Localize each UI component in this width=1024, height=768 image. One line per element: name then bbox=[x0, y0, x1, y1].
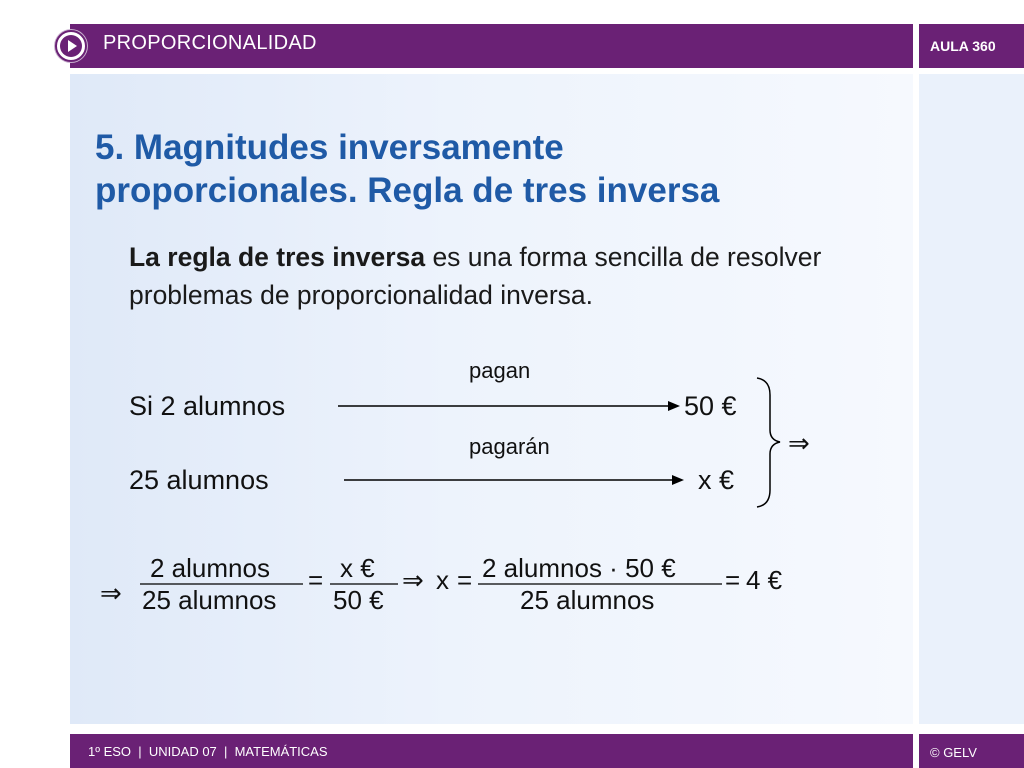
arrow-row2 bbox=[344, 475, 684, 485]
row2-right: x € bbox=[698, 465, 735, 495]
arrow-row1 bbox=[338, 401, 680, 411]
intro-text: es una forma sencilla de resolver problemas de proporcionalidad inversa. bbox=[129, 242, 822, 310]
rhs-numerator: 2 alumnos · 50 € bbox=[482, 553, 676, 583]
row1-right: 50 € bbox=[684, 391, 737, 421]
right-brace bbox=[757, 378, 780, 507]
verb-pagaran: pagarán bbox=[469, 434, 550, 459]
footer-text: 1º ESO | UNIDAD 07 | MATEMÁTICAS bbox=[88, 744, 328, 759]
copyright: © GELV bbox=[930, 745, 977, 760]
row2-left: 25 alumnos bbox=[129, 465, 269, 495]
lhs-denominator: 25 alumnos bbox=[142, 585, 277, 615]
rhs-denominator: 25 alumnos bbox=[520, 585, 655, 615]
section-title: PROPORCIONALIDAD bbox=[103, 32, 317, 54]
slide-title-line1: 5. Magnitudes inversamente bbox=[95, 128, 564, 167]
equation-implies-2: ⇒ bbox=[402, 565, 424, 595]
brand-label: AULA 360 bbox=[930, 38, 996, 54]
slide-title-line2: proporcionales. Regla de tres inversa bbox=[95, 171, 720, 210]
row1-left: Si 2 alumnos bbox=[129, 391, 286, 421]
intro-bold: La regla de tres inversa bbox=[129, 242, 426, 272]
lhs-numerator: 2 alumnos bbox=[150, 553, 270, 583]
verb-pagan: pagan bbox=[469, 358, 531, 383]
mid-denominator: 50 € bbox=[333, 585, 384, 615]
equation-implies: ⇒ bbox=[100, 578, 122, 608]
mid-numerator: x € bbox=[340, 553, 375, 583]
equation-result: 4 € bbox=[746, 565, 783, 595]
x-variable: x bbox=[436, 565, 449, 595]
implies-symbol: ⇒ bbox=[788, 428, 810, 458]
equals-3: = bbox=[725, 565, 741, 595]
equals-2: = bbox=[457, 565, 473, 595]
equals-1: = bbox=[308, 565, 324, 595]
